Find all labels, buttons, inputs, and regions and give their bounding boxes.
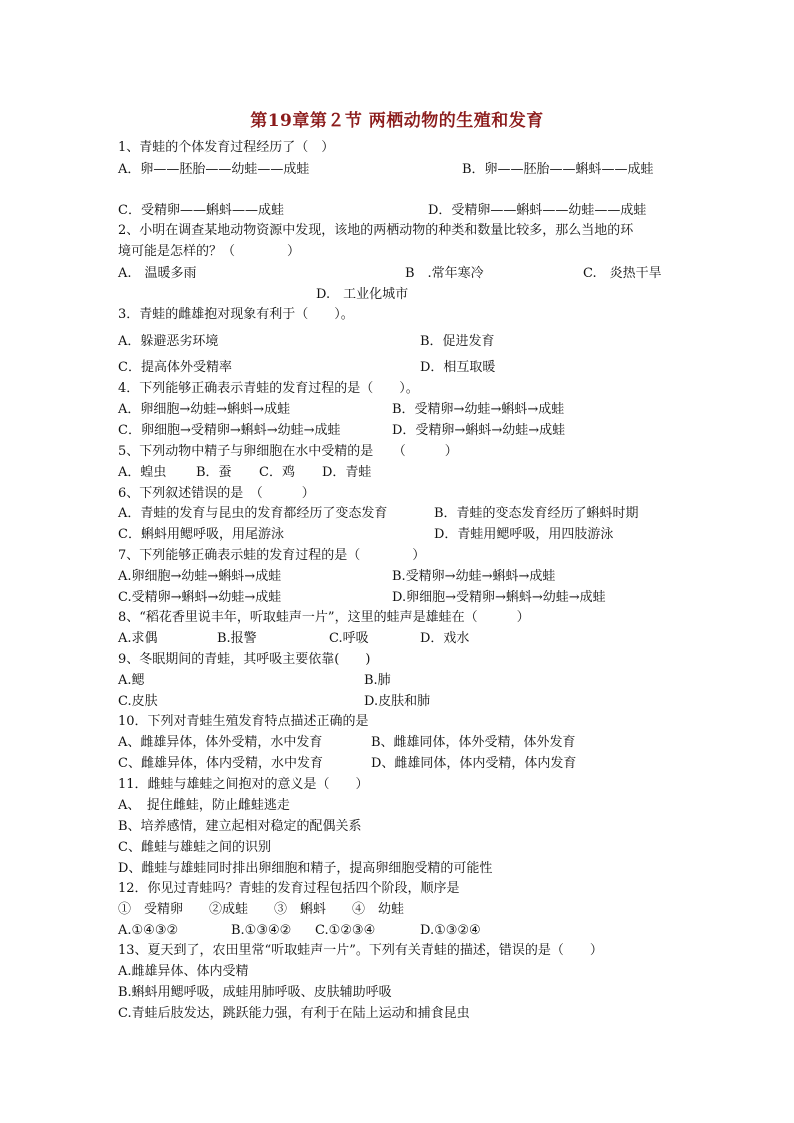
question-5-option-b: B．蚕: [196, 465, 232, 480]
question-11-stem: 11．雌蛙与雄蛙之间抱对的意义是（ ）: [118, 777, 369, 792]
question-12-stem: 12．你见过青蛙吗？青蛙的发育过程包括四个阶段，顺序是: [118, 881, 460, 896]
question-4-option-c: C．卵细胞→受精卵→蝌蚪→幼蛙→成蛙: [118, 423, 341, 438]
question-8-option-c: C.呼吸: [329, 631, 369, 646]
question-2-option-c: C. 炎热干旱: [583, 266, 662, 281]
page-title: 第19章第２节 两栖动物的生殖和发育: [250, 111, 544, 131]
question-5-stem: 5、下列动物中精子与卵细胞在水中受精的是 （ ）: [118, 444, 458, 459]
question-3-option-d: D．相互取暖: [420, 360, 496, 375]
question-2-option-b: B .常年寒冷: [405, 266, 484, 281]
question-7-option-c: C.受精卵→蝌蚪→幼蛙→成蛙: [118, 590, 282, 605]
question-12-option-c: C.①②③④: [315, 923, 376, 938]
question-8-option-a: A.求偶: [118, 631, 158, 646]
question-2-stem: 2、小明在调查某地动物资源中发现，该地的两栖动物的种类和数量比较多，那么当地的环: [118, 223, 634, 238]
question-6-option-b: B．青蛙的变态发育经历了蝌蚪时期: [434, 506, 639, 521]
question-13-option-c: C.青蛙后肢发达，跳跃能力强，有利于在陆上运动和捕食昆虫: [118, 1006, 470, 1021]
question-13-option-b: B.蝌蚪用鳃呼吸，成蛙用肺呼吸、皮肤辅助呼吸: [118, 985, 392, 1000]
question-6-stem: 6、下列叙述错误的是 （ ）: [118, 486, 315, 501]
question-5-option-d: D．青蛙: [322, 465, 372, 480]
question-9-option-c: C.皮肤: [118, 694, 158, 709]
question-9-option-b: B.肺: [364, 673, 391, 688]
question-12-stages: ① 受精卵 ②成蛙 ③ 蝌蚪 ④ 幼蛙: [118, 902, 405, 917]
question-13-option-a: A.雌雄异体、体内受精: [118, 964, 249, 979]
question-4-stem: 4．下列能够正确表示青蛙的发育过程的是（ ）。: [118, 381, 419, 396]
question-7-option-d: D.卵细胞→受精卵→蝌蚪→幼蛙→成蛙: [392, 590, 606, 605]
question-2-stem-cont: 境可能是怎样的？（ ）: [118, 244, 301, 259]
question-11-option-a: A、 捉住雌蛙，防止雌蛙逃走: [118, 798, 290, 813]
question-1-option-d: D．受精卵——蝌蚪——幼蛙——成蛙: [428, 203, 647, 218]
question-10-option-c: C、雌雄异体，体内受精，水中发育: [118, 756, 323, 771]
question-12-option-b: B.①③④②: [231, 923, 292, 938]
question-5-option-c: C．鸡: [259, 465, 295, 480]
question-8-option-d: D．戏水: [420, 631, 470, 646]
question-3-option-c: C．提高体外受精率: [118, 360, 232, 375]
question-7-option-b: B.受精卵→幼蛙→蝌蚪→成蛙: [392, 569, 556, 584]
question-2-option-a: A. 温暖多雨: [118, 266, 197, 281]
question-8-option-b: B.报警: [217, 631, 257, 646]
question-1-option-a: A．卵——胚胎——幼蛙——成蛙: [118, 162, 310, 177]
question-3-option-a: A．躲避恶劣环境: [118, 334, 219, 349]
question-4-option-b: B．受精卵→幼蛙→蝌蚪→成蛙: [392, 402, 565, 417]
question-12-option-d: D.①③②④: [420, 923, 481, 938]
question-11-option-d: D、雌蛙与雄蛙同时排出卵细胞和精子，提高卵细胞受精的可能性: [118, 861, 493, 876]
question-8-stem: 8、“稻花香里说丰年，听取蛙声一片”，这里的蛙声是雄蛙在（ ）: [118, 610, 530, 625]
question-3-stem: 3．青蛙的雌雄抱对现象有利于（ ）。: [118, 307, 354, 322]
question-9-option-a: A.鳃: [118, 673, 145, 688]
question-1-option-c: C．受精卵——蝌蚪——成蛙: [118, 203, 284, 218]
question-10-option-a: A、雌雄异体，体外受精，水中发育: [118, 735, 323, 750]
question-13-stem: 13、夏天到了，农田里常“听取蛙声一片”。下列有关青蛙的描述，错误的是（ ）: [118, 943, 603, 958]
question-6-option-d: D．青蛙用鳃呼吸，用四肢游泳: [434, 527, 614, 542]
question-9-option-d: D.皮肤和肺: [364, 694, 431, 709]
question-7-stem: 7、下列能够正确表示蛙的发育过程的是（ ）: [118, 548, 426, 563]
question-1-stem: 1、青蛙的个体发育过程经历了（ ）: [118, 140, 335, 155]
question-3-option-b: B．促进发育: [420, 334, 495, 349]
question-6-option-c: C．蝌蚪用鳃呼吸，用尾游泳: [118, 527, 284, 542]
question-4-option-d: D．受精卵→蝌蚪→幼蛙→成蛙: [392, 423, 566, 438]
question-12-option-a: A.①④③②: [118, 923, 179, 938]
question-11-option-c: C、雌蛙与雄蛙之间的识别: [118, 840, 271, 855]
question-5-option-a: A．蝗虫: [118, 465, 167, 480]
question-10-stem: 10．下列对青蛙生殖发育特点描述正确的是: [118, 714, 369, 729]
question-11-option-b: B、培养感情，建立起相对稳定的配偶关系: [118, 819, 362, 834]
question-6-option-a: A．青蛙的发育与昆虫的发育都经历了变态发育: [118, 506, 388, 521]
question-2-option-d: D. 工业化城市: [316, 287, 409, 302]
question-10-option-d: D、雌雄同体，体内受精，体内发育: [371, 756, 577, 771]
question-9-stem: 9、冬眠期间的青蛙，其呼吸主要依靠( ): [118, 652, 371, 667]
question-1-option-b: B．卵——胚胎——蝌蚪——成蛙: [462, 162, 654, 177]
question-4-option-a: A．卵细胞→幼蛙→蝌蚪→成蛙: [118, 402, 291, 417]
question-7-option-a: A.卵细胞→幼蛙→蝌蚪→成蛙: [118, 569, 282, 584]
question-10-option-b: B、雌雄同体，体外受精，体外发育: [371, 735, 576, 750]
